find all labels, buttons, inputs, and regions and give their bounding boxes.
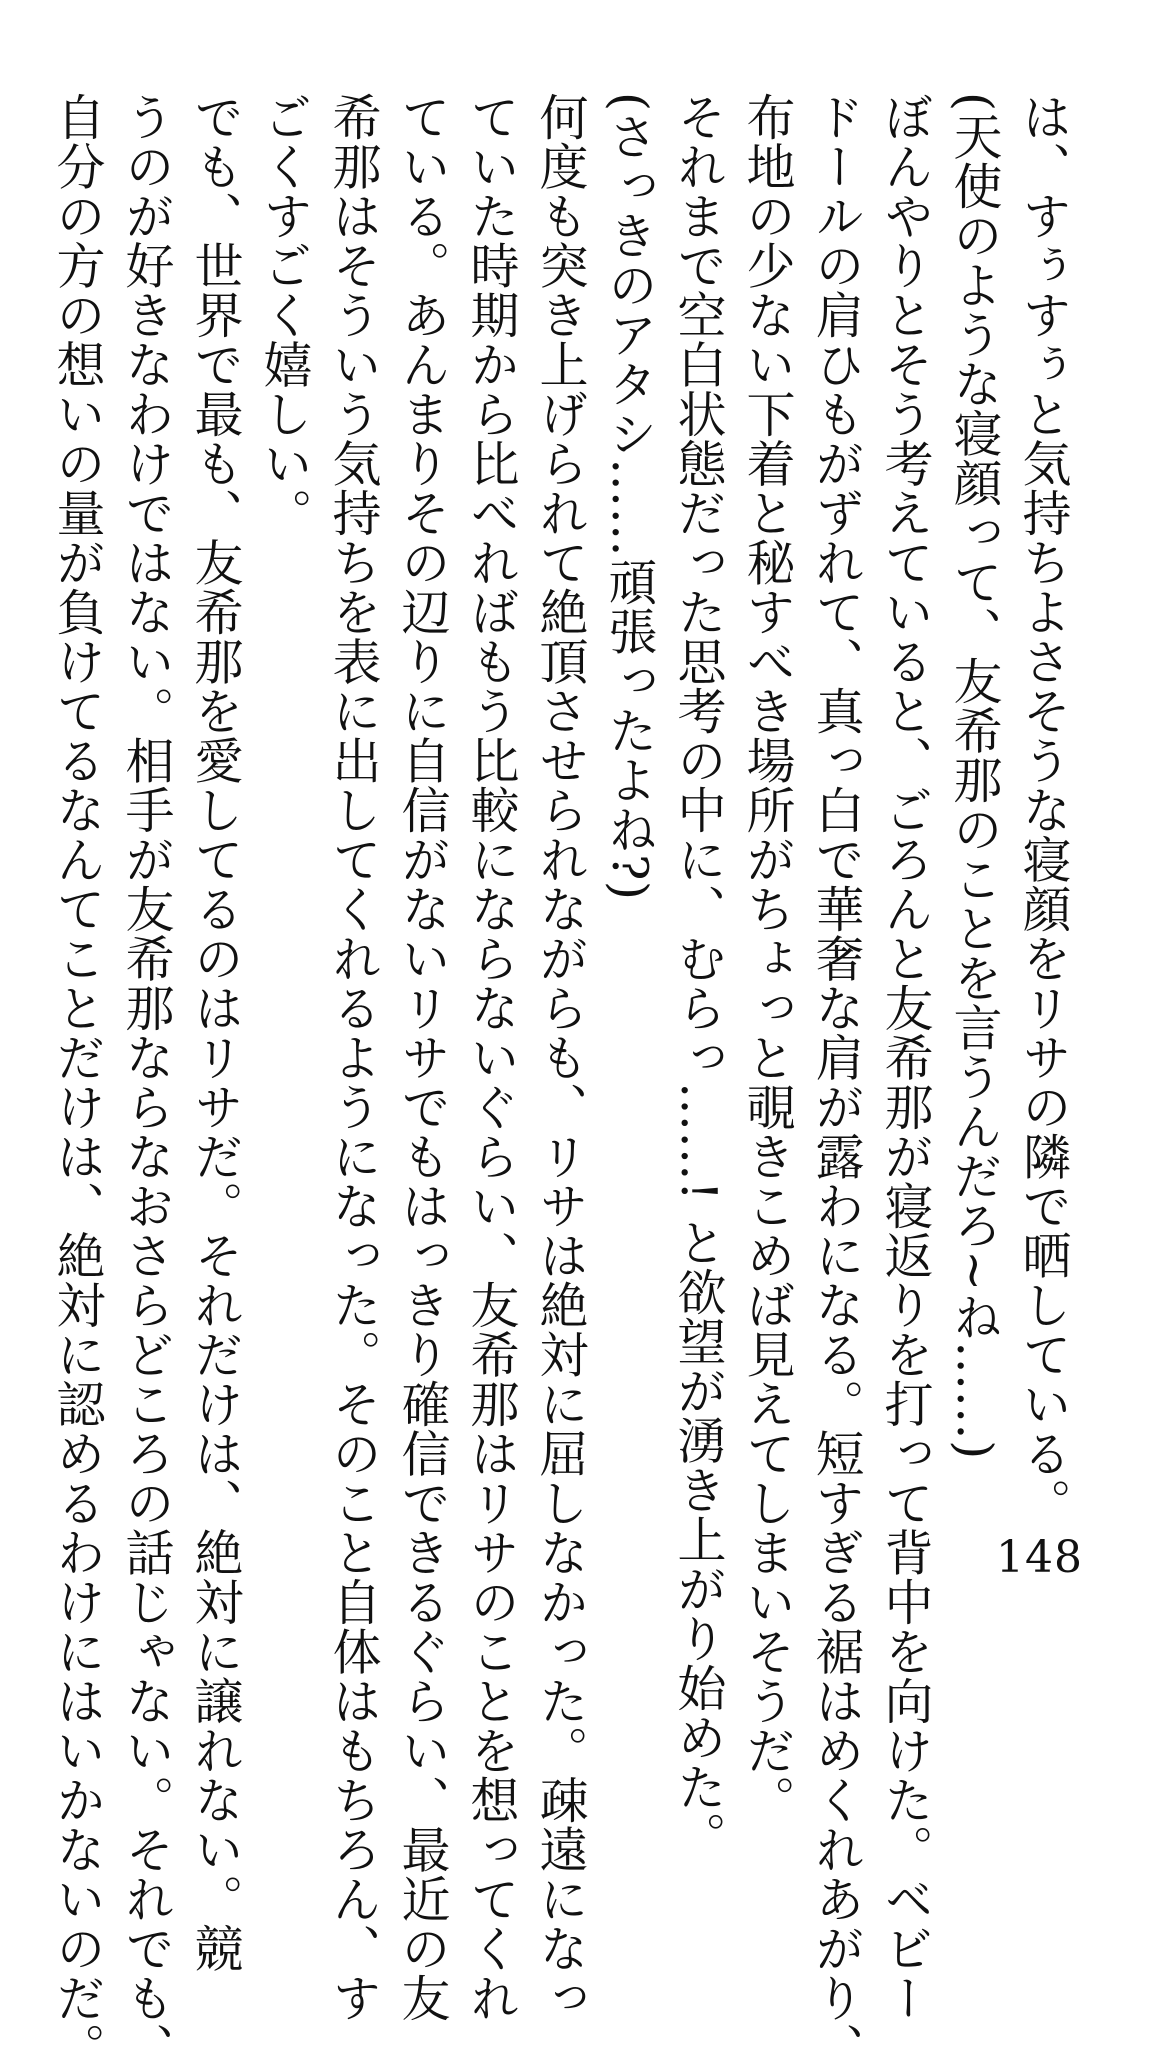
text-line: は、すぅすぅと気持ちよさそうな寝顔をリサの隣で晒している。 <box>1015 92 1072 1528</box>
text-line: ドールの肩ひもがずれて、真っ白で華奢な肩が露わになる。短すぎる裾はめくれあがり、 <box>808 92 865 2072</box>
text-line: (天使のような寝顔って、友希那のことを言うんだろ~ね……) <box>946 92 1003 1460</box>
text-line: 自分の方の想いの量が負けてるなんてことだけは、絶対に認めるわけにはいかないのだ。 <box>49 92 106 2072</box>
text-line: ている。あんまりその辺りに自信がないリサでもはっきり確信できるぐらい、最近の友 <box>394 92 451 2023</box>
text-line: それまで空白状態だった思考の中に、むらっ……! と欲望が湧き上がり始めた。 <box>670 92 727 1861</box>
page-number: 148 <box>996 1532 1083 1583</box>
text-line: 希那はそういう気持ちを表に出してくれるようになった。そのこと自体はもちろん、す <box>325 92 382 2023</box>
text-line: 布地の少ない下着と秘すべき場所がちょっと覗きこめば見えてしまいそうだ。 <box>739 92 796 1825</box>
vertical-text-body <box>49 92 1078 2072</box>
text-line: (さっきのアタシ……頑張ったよね?) <box>601 92 658 901</box>
text-line: ごくすごく嬉しい。 <box>256 92 313 538</box>
text-line: でも、世界で最も、友希那を愛してるのはリサだ。それだけは、絶対に譲れない。競 <box>187 92 244 1973</box>
text-line: うのが好きなわけではない。相手が友希那ならなおさらどころの話じゃない。それでも、 <box>118 92 175 2072</box>
text-line: 何度も突き上げられて絶頂させられながらも、リサは絶対に屈しなかった。疎遠になっ <box>532 92 589 2023</box>
text-line: ていた時期から比べればもう比較にならないぐらい、友希那はリサのことを想ってくれ <box>463 92 520 2023</box>
text-line: ぼんやりとそう考えていると、ごろんと友希那が寝返りを打って背中を向けた。ベビー <box>877 92 934 2023</box>
